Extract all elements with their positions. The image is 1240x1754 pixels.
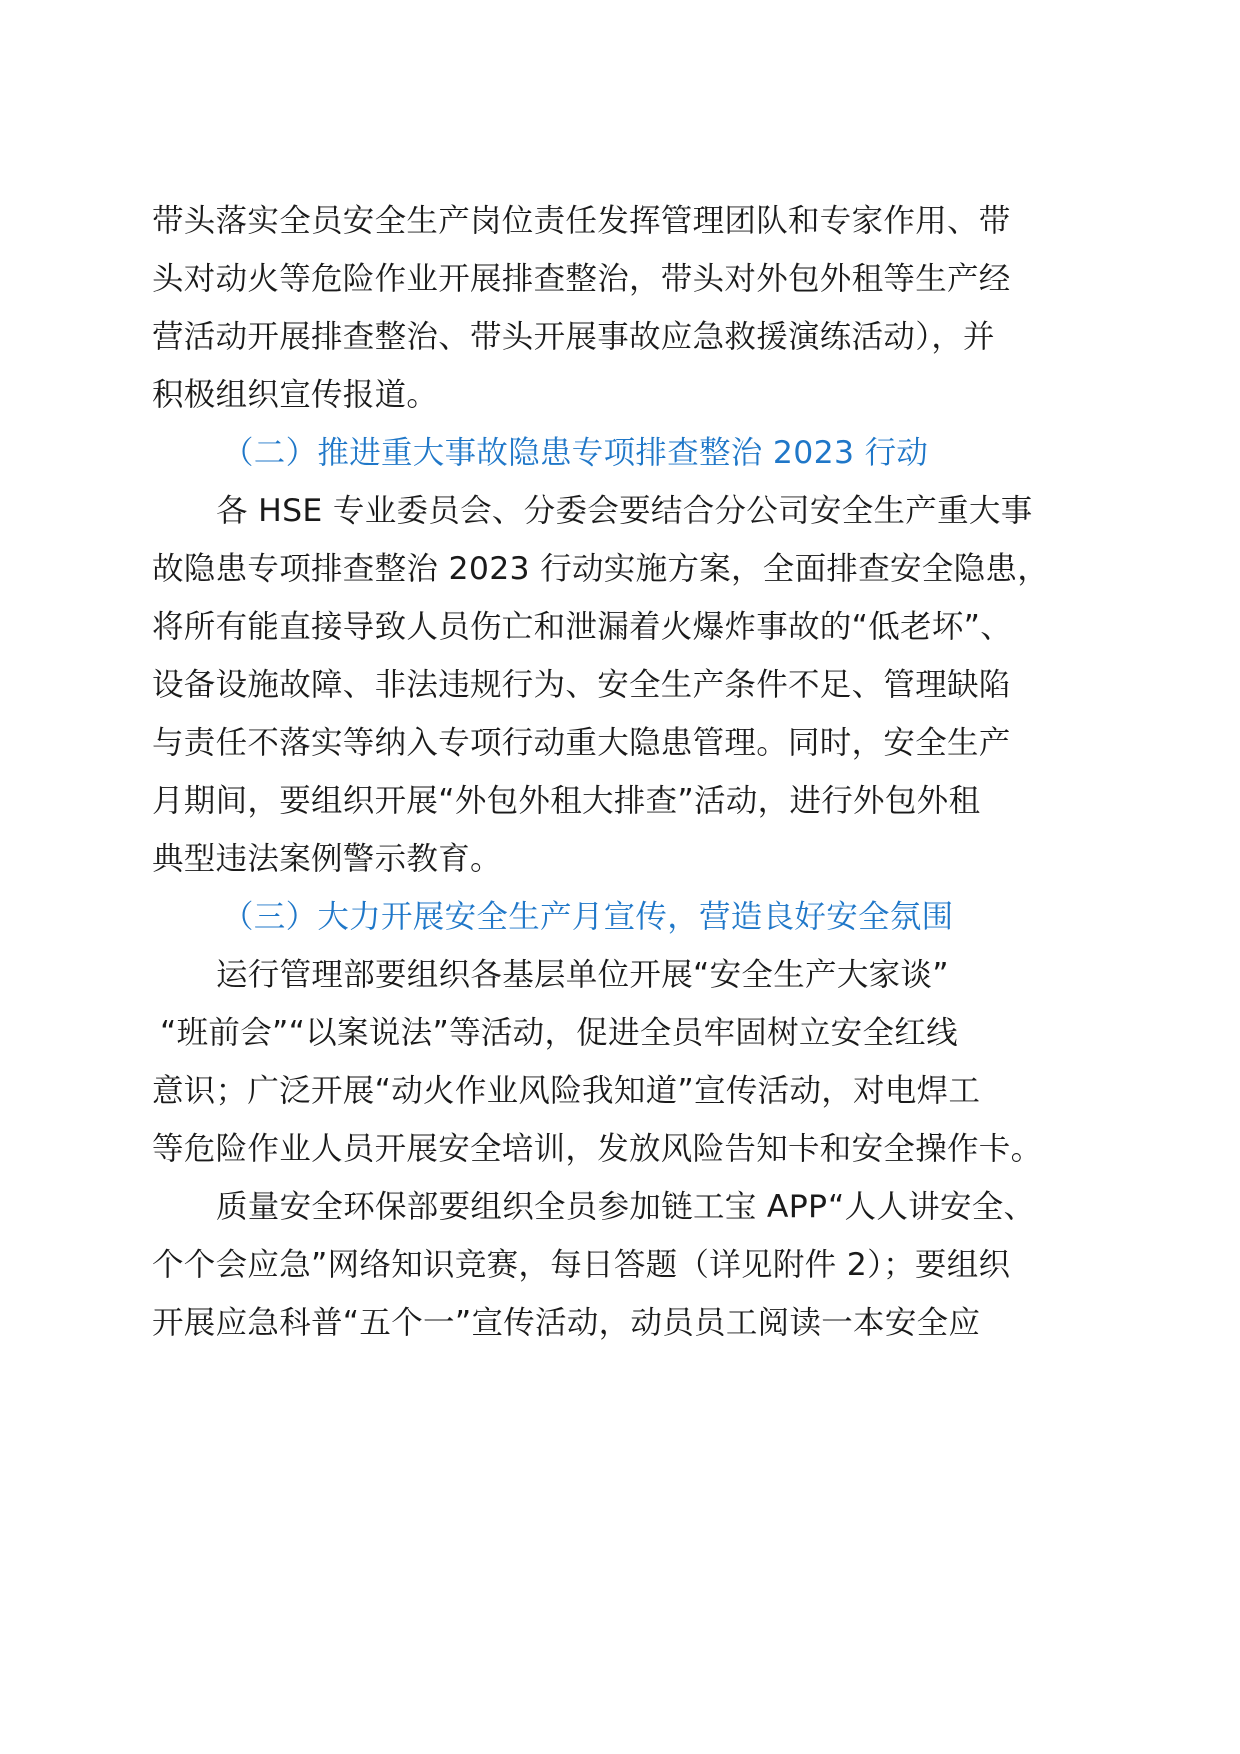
paragraph-line: 个个会应急”网络知识竞赛，每日答题（详见附件 2）；要组织 (152, 1247, 1011, 1283)
paragraph-line: 等危险作业人员开展安全培训，发放风险告知卡和安全操作卡。 (152, 1131, 1043, 1167)
paragraph-line: 各 HSE 专业委员会、分委会要结合分公司安全生产重大事 (216, 493, 1033, 529)
paragraph-line: 设备设施故障、非法违规行为、安全生产条件不足、管理缺陷 (152, 667, 1011, 703)
paragraph-line: 营活动开展排查整治、带头开展事故应急救援演练活动），并 (152, 319, 995, 355)
paragraph-line: 运行管理部要组织各基层单位开展“安全生产大家谈” (216, 957, 949, 993)
paragraph-line: 头对动火等危险作业开展排查整治，带头对外包外租等生产经 (152, 261, 1011, 297)
section-heading-3: （三）大力开展安全生产月宣传，营造良好安全氛围 (222, 899, 954, 935)
section-heading-2: （二）推进重大事故隐患专项排查整治 2023 行动 (222, 435, 929, 471)
paragraph-line: 典型违法案例警示教育。 (152, 841, 502, 877)
paragraph-line: 积极组织宣传报道。 (152, 377, 439, 413)
paragraph-line: 开展应急科普“五个一”宣传活动，动员员工阅读一本安全应 (152, 1305, 981, 1341)
paragraph-line: 质量安全环保部要组织全员参加链工宝 APP“人人讲安全、 (216, 1189, 1036, 1225)
paragraph-line: 带头落实全员安全生产岗位责任发挥管理团队和专家作用、带 (152, 203, 1011, 239)
paragraph-line: 与责任不落实等纳入专项行动重大隐患管理。同时，安全生产 (152, 725, 1011, 761)
paragraph-line: 月期间，要组织开展“外包外租大排查”活动，进行外包外租 (152, 783, 981, 819)
paragraph-line: 意识；广泛开展“动火作业风险我知道”宣传活动，对电焊工 (152, 1073, 981, 1109)
paragraph-line: 故隐患专项排查整治 2023 行动实施方案，全面排查安全隐患， (152, 551, 1049, 587)
paragraph-line: “班前会”“以案说法”等活动，促进全员牢固树立安全红线 (160, 1015, 958, 1051)
paragraph-line: 将所有能直接导致人员伤亡和泄漏着火爆炸事故的“低老坏”、 (152, 609, 1013, 645)
